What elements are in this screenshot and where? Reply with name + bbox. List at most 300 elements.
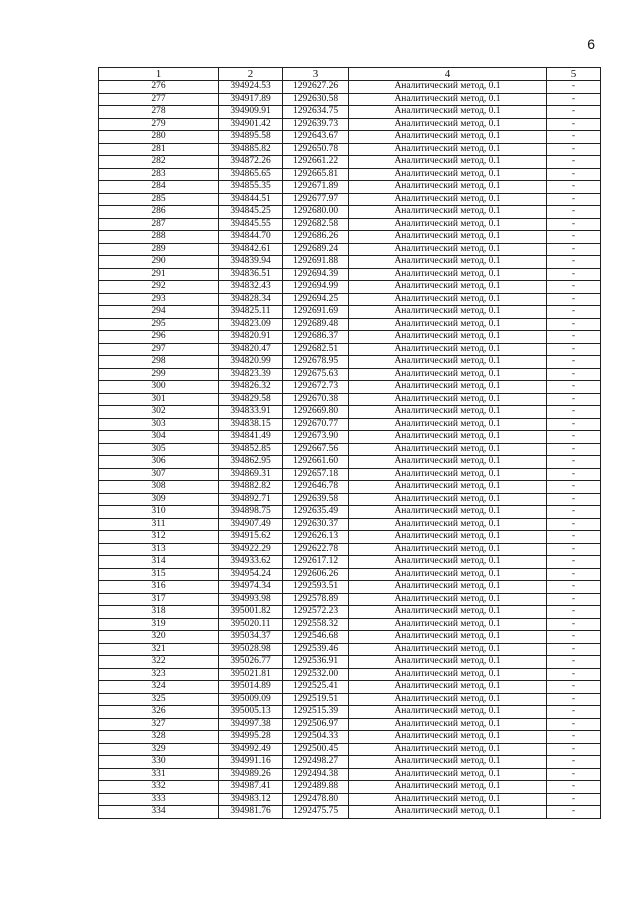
table-cell: 311 xyxy=(99,518,219,531)
table-row xyxy=(99,243,601,256)
table-cell: - xyxy=(547,768,601,781)
table-cell: 394842.61 xyxy=(219,243,283,256)
table-row xyxy=(99,543,601,556)
table-cell: 394981.76 xyxy=(219,806,283,819)
table-cell: 394892.71 xyxy=(219,493,283,506)
table-cell: Аналитический метод, 0.1 xyxy=(349,306,547,319)
table-cell: 314 xyxy=(99,556,219,569)
table-body xyxy=(99,81,601,819)
table-cell: Аналитический метод, 0.1 xyxy=(349,318,547,331)
table-cell: Аналитический метод, 0.1 xyxy=(349,668,547,681)
table-cell: Аналитический метод, 0.1 xyxy=(349,343,547,356)
table-row xyxy=(99,143,601,156)
table-cell: 394885.82 xyxy=(219,143,283,156)
table-cell: Аналитический метод, 0.1 xyxy=(349,243,547,256)
table-cell: 1292489.88 xyxy=(283,781,349,794)
table-cell: - xyxy=(547,781,601,794)
table-cell: - xyxy=(547,256,601,269)
table-cell: 288 xyxy=(99,231,219,244)
table-row xyxy=(99,506,601,519)
table-cell: 394844.51 xyxy=(219,193,283,206)
table-cell: Аналитический метод, 0.1 xyxy=(349,656,547,669)
table-row xyxy=(99,643,601,656)
table-cell: 1292680.00 xyxy=(283,206,349,219)
table-cell: - xyxy=(547,518,601,531)
table-row xyxy=(99,318,601,331)
table-cell: - xyxy=(547,331,601,344)
table-cell: 330 xyxy=(99,756,219,769)
table-cell: 333 xyxy=(99,793,219,806)
table-cell: 1292686.37 xyxy=(283,331,349,344)
table-cell: - xyxy=(547,443,601,456)
table-cell: 304 xyxy=(99,431,219,444)
table-row xyxy=(99,456,601,469)
table-cell: 1292694.99 xyxy=(283,281,349,294)
table-cell: Аналитический метод, 0.1 xyxy=(349,681,547,694)
table-row xyxy=(99,481,601,494)
table-cell: 332 xyxy=(99,781,219,794)
table-cell: 1292627.26 xyxy=(283,81,349,94)
table-cell: 1292657.18 xyxy=(283,468,349,481)
table-cell: Аналитический метод, 0.1 xyxy=(349,106,547,119)
table-cell: - xyxy=(547,93,601,106)
table-cell: 1292634.75 xyxy=(283,106,349,119)
table-cell: - xyxy=(547,643,601,656)
table-cell: - xyxy=(547,693,601,706)
table-cell: 394898.75 xyxy=(219,506,283,519)
table-cell: Аналитический метод, 0.1 xyxy=(349,756,547,769)
table-cell: 298 xyxy=(99,356,219,369)
table-cell: 1292515.39 xyxy=(283,706,349,719)
table-cell: 394869.31 xyxy=(219,468,283,481)
table-cell: 1292682.58 xyxy=(283,218,349,231)
table-cell: Аналитический метод, 0.1 xyxy=(349,443,547,456)
table-row xyxy=(99,81,601,94)
table-cell: 293 xyxy=(99,293,219,306)
table-cell: - xyxy=(547,381,601,394)
table-cell: 394844.70 xyxy=(219,231,283,244)
table-cell: Аналитический метод, 0.1 xyxy=(349,543,547,556)
table-row xyxy=(99,756,601,769)
table-cell: 394983.12 xyxy=(219,793,283,806)
table-row xyxy=(99,431,601,444)
table-cell: 394915.62 xyxy=(219,531,283,544)
table-cell: Аналитический метод, 0.1 xyxy=(349,581,547,594)
table-cell: 394841.49 xyxy=(219,431,283,444)
table-cell: Аналитический метод, 0.1 xyxy=(349,268,547,281)
table-cell: - xyxy=(547,743,601,756)
table-cell: - xyxy=(547,118,601,131)
table-cell: 1292677.97 xyxy=(283,193,349,206)
table-row xyxy=(99,231,601,244)
table-cell: - xyxy=(547,756,601,769)
table-cell: 278 xyxy=(99,106,219,119)
table-row xyxy=(99,518,601,531)
table-cell: 394997.38 xyxy=(219,718,283,731)
table-cell: 1292639.58 xyxy=(283,493,349,506)
table-cell: Аналитический метод, 0.1 xyxy=(349,556,547,569)
table-cell: Аналитический метод, 0.1 xyxy=(349,131,547,144)
table-cell: - xyxy=(547,243,601,256)
table-cell: - xyxy=(547,143,601,156)
table-cell: 319 xyxy=(99,618,219,631)
table-cell: - xyxy=(547,681,601,694)
table-cell: 1292536.91 xyxy=(283,656,349,669)
table-row xyxy=(99,218,601,231)
table-cell: Аналитический метод, 0.1 xyxy=(349,481,547,494)
table-cell: 289 xyxy=(99,243,219,256)
table-cell: Аналитический метод, 0.1 xyxy=(349,731,547,744)
table-row xyxy=(99,693,601,706)
table-cell: 318 xyxy=(99,606,219,619)
table-cell: 394825.11 xyxy=(219,306,283,319)
table-cell: 1292593.51 xyxy=(283,581,349,594)
table-row xyxy=(99,681,601,694)
table-cell: 320 xyxy=(99,631,219,644)
table-cell: - xyxy=(547,568,601,581)
table-cell: Аналитический метод, 0.1 xyxy=(349,706,547,719)
table-row xyxy=(99,743,601,756)
table-cell: Аналитический метод, 0.1 xyxy=(349,331,547,344)
table-row xyxy=(99,731,601,744)
table-cell: - xyxy=(547,656,601,669)
table-cell: 394987.41 xyxy=(219,781,283,794)
table-cell: Аналитический метод, 0.1 xyxy=(349,81,547,94)
table-cell: - xyxy=(547,481,601,494)
table-cell: 326 xyxy=(99,706,219,719)
table-cell: 284 xyxy=(99,181,219,194)
table-cell: 394872.26 xyxy=(219,156,283,169)
table-cell: Аналитический метод, 0.1 xyxy=(349,456,547,469)
table-row xyxy=(99,331,601,344)
table-cell: Аналитический метод, 0.1 xyxy=(349,568,547,581)
table-cell: 280 xyxy=(99,131,219,144)
table-cell: 1292667.56 xyxy=(283,443,349,456)
table-cell: 395005.13 xyxy=(219,706,283,719)
table-row xyxy=(99,468,601,481)
table-cell: Аналитический метод, 0.1 xyxy=(349,768,547,781)
table-cell: - xyxy=(547,606,601,619)
table-cell: 287 xyxy=(99,218,219,231)
table-cell: - xyxy=(547,181,601,194)
table-row xyxy=(99,156,601,169)
table-cell: 1292661.22 xyxy=(283,156,349,169)
table-cell: 395028.98 xyxy=(219,643,283,656)
table-cell: 329 xyxy=(99,743,219,756)
table-cell: - xyxy=(547,343,601,356)
table-cell: 1292672.73 xyxy=(283,381,349,394)
table-cell: 1292675.63 xyxy=(283,368,349,381)
table-cell: - xyxy=(547,556,601,569)
table-cell: 301 xyxy=(99,393,219,406)
table-cell: Аналитический метод, 0.1 xyxy=(349,781,547,794)
table-row xyxy=(99,593,601,606)
table-cell: 1292504.33 xyxy=(283,731,349,744)
table-cell: Аналитический метод, 0.1 xyxy=(349,218,547,231)
column-header: 5 xyxy=(547,68,601,81)
table-row xyxy=(99,206,601,219)
table-row xyxy=(99,493,601,506)
table-row xyxy=(99,793,601,806)
table-row xyxy=(99,393,601,406)
table-cell: 317 xyxy=(99,593,219,606)
table-row xyxy=(99,268,601,281)
table-cell: Аналитический метод, 0.1 xyxy=(349,168,547,181)
table-cell: Аналитический метод, 0.1 xyxy=(349,143,547,156)
table-cell: - xyxy=(547,281,601,294)
table-cell: - xyxy=(547,393,601,406)
table-cell: 394909.91 xyxy=(219,106,283,119)
table-cell: Аналитический метод, 0.1 xyxy=(349,368,547,381)
table-cell: 394852.85 xyxy=(219,443,283,456)
table-cell: 394865.65 xyxy=(219,168,283,181)
table-cell: 394845.25 xyxy=(219,206,283,219)
table-cell: - xyxy=(547,131,601,144)
column-header: 1 xyxy=(99,68,219,81)
table-cell: 286 xyxy=(99,206,219,219)
table-cell: 394974.34 xyxy=(219,581,283,594)
table-cell: 1292646.78 xyxy=(283,481,349,494)
table-cell: 282 xyxy=(99,156,219,169)
table-cell: - xyxy=(547,231,601,244)
table-cell: 306 xyxy=(99,456,219,469)
table-cell: 1292558.32 xyxy=(283,618,349,631)
table-cell: - xyxy=(547,268,601,281)
table-cell: Аналитический метод, 0.1 xyxy=(349,431,547,444)
table-cell: 1292539.46 xyxy=(283,643,349,656)
column-header: 4 xyxy=(349,68,547,81)
table-cell: Аналитический метод, 0.1 xyxy=(349,506,547,519)
table-cell: 1292665.81 xyxy=(283,168,349,181)
table-cell: 394907.49 xyxy=(219,518,283,531)
table-row xyxy=(99,568,601,581)
table-cell: 325 xyxy=(99,693,219,706)
table-cell: 321 xyxy=(99,643,219,656)
table-cell: Аналитический метод, 0.1 xyxy=(349,256,547,269)
table-cell: 299 xyxy=(99,368,219,381)
table-cell: - xyxy=(547,543,601,556)
table-cell: 328 xyxy=(99,731,219,744)
table-cell: 313 xyxy=(99,543,219,556)
table-cell: Аналитический метод, 0.1 xyxy=(349,393,547,406)
table-cell: 394828.34 xyxy=(219,293,283,306)
table-cell: 1292506.97 xyxy=(283,718,349,731)
table-cell: - xyxy=(547,106,601,119)
table-cell: Аналитический метод, 0.1 xyxy=(349,193,547,206)
table-cell: 302 xyxy=(99,406,219,419)
table-cell: 394933.62 xyxy=(219,556,283,569)
table-cell: Аналитический метод, 0.1 xyxy=(349,381,547,394)
table-cell: 327 xyxy=(99,718,219,731)
table-cell: 394995.28 xyxy=(219,731,283,744)
table-cell: 394917.89 xyxy=(219,93,283,106)
table-cell: 279 xyxy=(99,118,219,131)
table-cell: - xyxy=(547,718,601,731)
table-header xyxy=(99,68,601,81)
table-cell: 277 xyxy=(99,93,219,106)
table-cell: 1292671.89 xyxy=(283,181,349,194)
table-cell: - xyxy=(547,668,601,681)
table-cell: 300 xyxy=(99,381,219,394)
table-cell: 1292635.49 xyxy=(283,506,349,519)
table-cell: 295 xyxy=(99,318,219,331)
table-cell: Аналитический метод, 0.1 xyxy=(349,531,547,544)
table-cell: 394882.82 xyxy=(219,481,283,494)
table-cell: 1292670.77 xyxy=(283,418,349,431)
table-cell: - xyxy=(547,156,601,169)
table-cell: 331 xyxy=(99,768,219,781)
table-cell: Аналитический метод, 0.1 xyxy=(349,406,547,419)
table-cell: Аналитический метод, 0.1 xyxy=(349,281,547,294)
table-cell: 307 xyxy=(99,468,219,481)
table-cell: - xyxy=(547,81,601,94)
table-cell: Аналитический метод, 0.1 xyxy=(349,743,547,756)
table-cell: 394992.49 xyxy=(219,743,283,756)
table-cell: 394924.53 xyxy=(219,81,283,94)
table-cell: - xyxy=(547,306,601,319)
table-cell: Аналитический метод, 0.1 xyxy=(349,93,547,106)
table-cell: 296 xyxy=(99,331,219,344)
table-cell: - xyxy=(547,793,601,806)
table-cell: 334 xyxy=(99,806,219,819)
table-cell: 394991.16 xyxy=(219,756,283,769)
table-cell: Аналитический метод, 0.1 xyxy=(349,606,547,619)
table-cell: 395001.82 xyxy=(219,606,283,619)
table-cell: 1292525.41 xyxy=(283,681,349,694)
table-cell: Аналитический метод, 0.1 xyxy=(349,156,547,169)
table-cell: 316 xyxy=(99,581,219,594)
table-cell: 1292478.80 xyxy=(283,793,349,806)
table-cell: Аналитический метод, 0.1 xyxy=(349,231,547,244)
page-number: 6 xyxy=(587,36,595,52)
table-row xyxy=(99,281,601,294)
table-cell: 394895.58 xyxy=(219,131,283,144)
table-cell: 394993.98 xyxy=(219,593,283,606)
table-cell: - xyxy=(547,806,601,819)
table-cell: - xyxy=(547,631,601,644)
table-cell: 283 xyxy=(99,168,219,181)
table-cell: 1292617.12 xyxy=(283,556,349,569)
table-cell: 1292689.48 xyxy=(283,318,349,331)
table-row xyxy=(99,343,601,356)
table-cell: - xyxy=(547,581,601,594)
table-cell: 323 xyxy=(99,668,219,681)
table-cell: 394823.09 xyxy=(219,318,283,331)
table-cell: - xyxy=(547,456,601,469)
table-cell: 309 xyxy=(99,493,219,506)
table-cell: Аналитический метод, 0.1 xyxy=(349,418,547,431)
table-cell: 395026.77 xyxy=(219,656,283,669)
table-cell: - xyxy=(547,206,601,219)
table-cell: - xyxy=(547,493,601,506)
table-row xyxy=(99,768,601,781)
table-cell: 1292694.39 xyxy=(283,268,349,281)
table-cell: - xyxy=(547,468,601,481)
table-row xyxy=(99,418,601,431)
table-cell: 395034.37 xyxy=(219,631,283,644)
table-cell: - xyxy=(547,168,601,181)
table-cell: Аналитический метод, 0.1 xyxy=(349,356,547,369)
table-cell: 308 xyxy=(99,481,219,494)
table-cell: 1292606.26 xyxy=(283,568,349,581)
table-cell: 281 xyxy=(99,143,219,156)
table-cell: Аналитический метод, 0.1 xyxy=(349,643,547,656)
table-cell: - xyxy=(547,618,601,631)
table-cell: 394820.91 xyxy=(219,331,283,344)
table-cell: 394862.95 xyxy=(219,456,283,469)
table-cell: 1292630.58 xyxy=(283,93,349,106)
header-row xyxy=(99,68,601,81)
table-cell: 315 xyxy=(99,568,219,581)
table-cell: Аналитический метод, 0.1 xyxy=(349,206,547,219)
table-cell: 312 xyxy=(99,531,219,544)
table-cell: 1292678.95 xyxy=(283,356,349,369)
table-cell: 394855.35 xyxy=(219,181,283,194)
table-cell: - xyxy=(547,356,601,369)
table-row xyxy=(99,581,601,594)
table-cell: - xyxy=(547,506,601,519)
table-row xyxy=(99,93,601,106)
table-row xyxy=(99,656,601,669)
table-row xyxy=(99,118,601,131)
table-row xyxy=(99,131,601,144)
coordinates-table xyxy=(98,67,601,819)
table-row xyxy=(99,406,601,419)
table-row xyxy=(99,531,601,544)
table-cell: 1292661.60 xyxy=(283,456,349,469)
table-cell: 395020.11 xyxy=(219,618,283,631)
table-cell: Аналитический метод, 0.1 xyxy=(349,293,547,306)
table-cell: 1292682.51 xyxy=(283,343,349,356)
table-cell: Аналитический метод, 0.1 xyxy=(349,806,547,819)
table-cell: 1292532.00 xyxy=(283,668,349,681)
table-cell: - xyxy=(547,431,601,444)
table-cell: 1292622.78 xyxy=(283,543,349,556)
column-header: 3 xyxy=(283,68,349,81)
table-row xyxy=(99,193,601,206)
table-row xyxy=(99,668,601,681)
table-cell: - xyxy=(547,418,601,431)
table-row xyxy=(99,718,601,731)
table-cell: - xyxy=(547,706,601,719)
table-cell: 394836.51 xyxy=(219,268,283,281)
table-cell: 1292670.38 xyxy=(283,393,349,406)
table-row xyxy=(99,306,601,319)
table-cell: 395014.89 xyxy=(219,681,283,694)
table-row xyxy=(99,168,601,181)
table-cell: - xyxy=(547,318,601,331)
table-cell: 1292546.68 xyxy=(283,631,349,644)
table-cell: - xyxy=(547,731,601,744)
table-cell: 1292572.23 xyxy=(283,606,349,619)
table-cell: 394823.39 xyxy=(219,368,283,381)
table-cell: Аналитический метод, 0.1 xyxy=(349,493,547,506)
table-cell: 394833.91 xyxy=(219,406,283,419)
table-cell: 1292500.45 xyxy=(283,743,349,756)
table-cell: 292 xyxy=(99,281,219,294)
table-cell: 394901.42 xyxy=(219,118,283,131)
table-cell: - xyxy=(547,293,601,306)
table-row xyxy=(99,106,601,119)
table-cell: - xyxy=(547,593,601,606)
table-row xyxy=(99,806,601,819)
table-cell: - xyxy=(547,193,601,206)
table-row xyxy=(99,781,601,794)
table-cell: 395021.81 xyxy=(219,668,283,681)
table-row xyxy=(99,256,601,269)
table-row xyxy=(99,631,601,644)
table-cell: 394832.43 xyxy=(219,281,283,294)
